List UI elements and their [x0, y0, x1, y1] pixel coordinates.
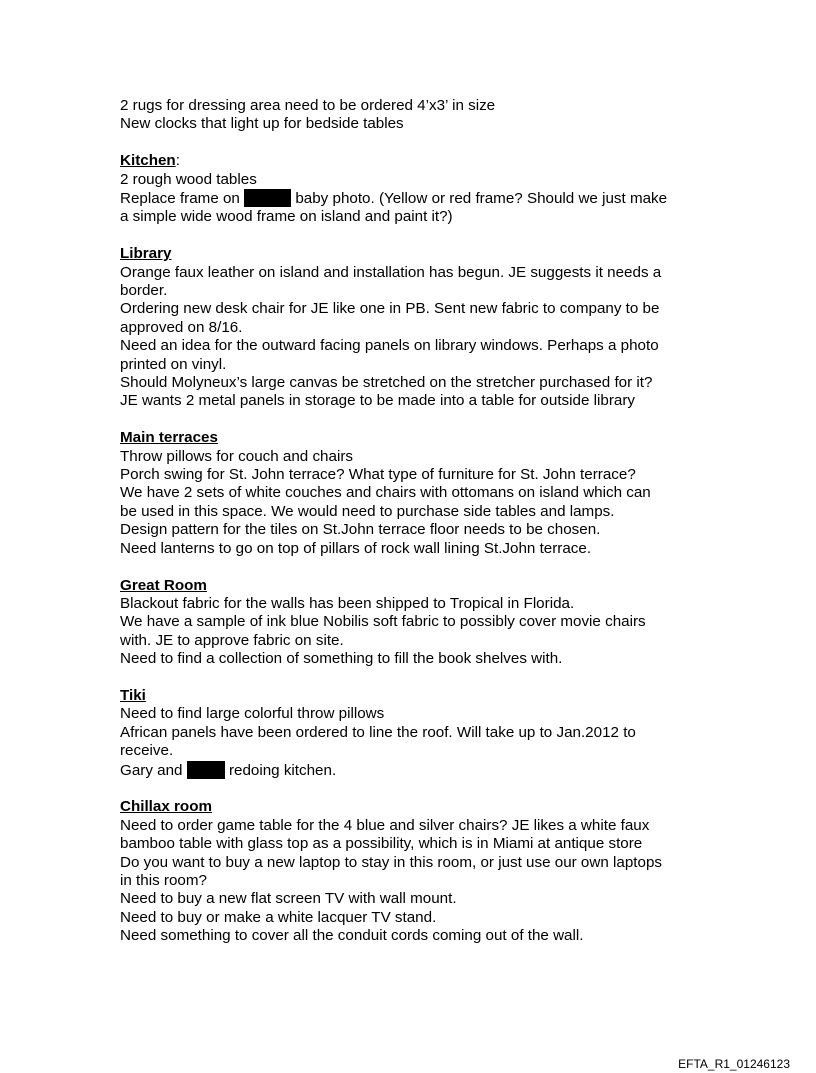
- text-line: Do you want to buy a new laptop to stay in this room, or just use our own laptops: [120, 853, 662, 871]
- text-line: border.: [120, 282, 168, 300]
- text-line: Replace frame on baby photo. (Yellow or red frame? Should we just make: [120, 190, 668, 208]
- section-heading-kitchen: Kitchen:: [120, 152, 180, 170]
- text-line: Need something to cover all the conduit cords coming out of the wall.: [120, 927, 584, 945]
- text-line: African panels have been ordered to line the roof. Will take up to Jan.2012 to: [120, 723, 636, 741]
- text-line: We have 2 sets of white couches and chairs with ottomans on island which can: [120, 484, 651, 502]
- redaction-box: [187, 761, 225, 779]
- text-line: with. JE to approve fabric on site.: [120, 631, 344, 649]
- document-body: [120, 97, 720, 946]
- text-line: Blackout fabric for the walls has been shipped to Tropical in Florida.: [120, 594, 575, 612]
- section-heading-main-terraces: Main terraces: [120, 429, 218, 447]
- text-line: Porch swing for St. John terrace? What type of furniture for St. John terrace?: [120, 466, 636, 484]
- text-line: in this room?: [120, 871, 207, 889]
- text-line: Design pattern for the tiles on St.John terrace floor needs to be chosen.: [120, 521, 601, 539]
- text-line: 2 rugs for dressing area need to be ordered 4’x3’ in size: [120, 97, 496, 114]
- text-line: Need lanterns to go on top of pillars of rock wall lining St.John terrace.: [120, 539, 592, 557]
- text-line: Need to buy a new flat screen TV with wall mount.: [120, 890, 457, 908]
- text-line: Ordering new desk chair for JE like one in PB. Sent new fabric to company to be: [120, 300, 660, 318]
- section-heading-tiki: Tiki: [120, 686, 146, 704]
- text-line: printed on vinyl.: [120, 355, 227, 373]
- text-line: JE wants 2 metal panels in storage to be made into a table for outside library: [120, 392, 635, 410]
- text-line: New clocks that light up for bedside tables: [120, 115, 404, 133]
- text-line: Orange faux leather on island and installation has begun. JE suggests it needs a: [120, 263, 662, 281]
- text-line: bamboo table with glass top as a possibility, which is in Miami at antique store: [120, 835, 643, 853]
- text-line: be used in this space. We would need to purchase side tables and lamps.: [120, 502, 615, 520]
- section-heading-great-room: Great Room: [120, 576, 207, 594]
- text-line: Throw pillows for couch and chairs: [120, 447, 353, 465]
- text-line: approved on 8/16.: [120, 318, 243, 336]
- text-line: Need to find a collection of something to fill the book shelves with.: [120, 650, 563, 668]
- text-line: Need an idea for the outward facing panels on library windows. Perhaps a photo: [120, 337, 659, 355]
- text-line: a simple wide wood frame on island and paint it?): [120, 208, 453, 226]
- text-line: 2 rough wood tables: [120, 170, 257, 188]
- section-heading-chillax-room: Chillax room: [120, 798, 212, 816]
- text-line: Gary and redoing kitchen.: [120, 761, 337, 779]
- text-line: Need to find large colorful throw pillows: [120, 705, 385, 723]
- text-line: Need to order game table for the 4 blue and silver chairs? JE likes a white faux: [120, 816, 650, 834]
- text-line: We have a sample of ink blue Nobilis soft fabric to possibly cover movie chairs: [120, 613, 646, 631]
- text-line: receive.: [120, 742, 174, 760]
- text-line: Need to buy or make a white lacquer TV stand.: [120, 908, 437, 926]
- section-heading-library: Library: [120, 245, 172, 263]
- redaction-box: [244, 189, 291, 207]
- text-line: Should Molyneux’s large canvas be stretched on the stretcher purchased for it?: [120, 374, 653, 392]
- document-id-footer: EFTA_R1_01246123: [678, 1057, 790, 1071]
